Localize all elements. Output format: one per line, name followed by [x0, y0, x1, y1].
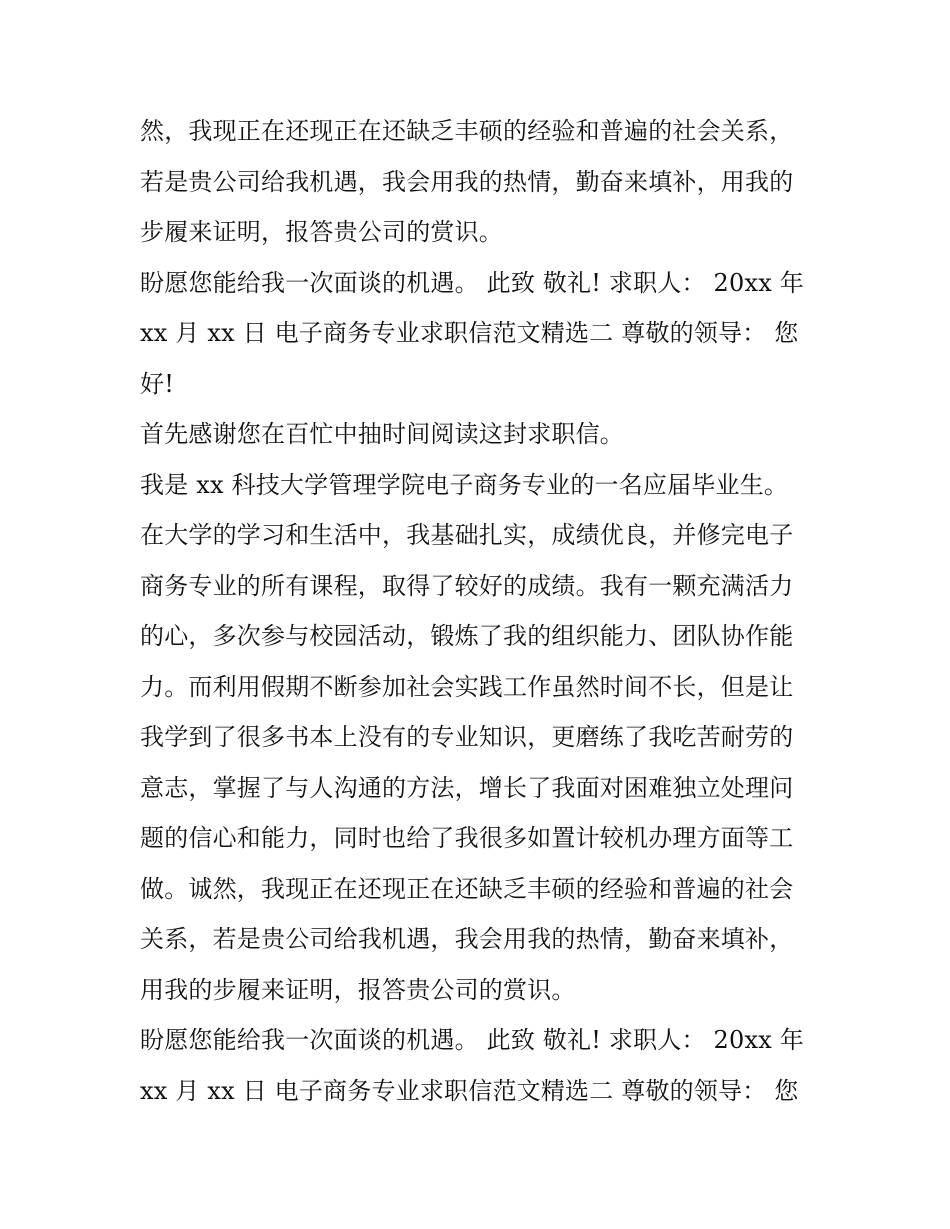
text-line: 题的信心和能力，同时也给了我很多如置计较机办理方面等工: [140, 824, 794, 852]
text-line: 若是贵公司给我机遇，我会用我的热情，勤奋来填补，用我的: [140, 167, 794, 196]
text-line: 盼愿您能给我一次面谈的机遇。 此致 敬礼! 求职人： 20xx 年: [140, 1026, 804, 1054]
text-line: 我学到了很多书本上没有的专业知识，更磨练了我吃苦耐劳的: [140, 723, 794, 751]
text-line: xx 月 xx 日 电子商务专业求职信范文精选二 尊敬的领导： 您: [140, 319, 799, 347]
text-line: 好!: [140, 369, 175, 398]
text-line: 我是 xx 科技大学管理学院电子商务专业的一名应届毕业生。: [140, 470, 789, 499]
text-line: 做。诚然，我现正在还现正在还缺乏丰硕的经验和普遍的社会: [140, 874, 794, 903]
text-line: 步履来证明，报答贵公司的赏识。: [140, 218, 503, 246]
text-line: xx 月 xx 日 电子商务专业求职信范文精选二 尊敬的领导： 您: [140, 1076, 799, 1105]
text-line: 关系，若是贵公司给我机遇，我会用我的热情，勤奋来填补，: [140, 925, 794, 953]
text-line: 盼愿您能给我一次面谈的机遇。 此致 敬礼! 求职人： 20xx 年: [140, 268, 804, 297]
text-line: 商务专业的所有课程，取得了较好的成绩。我有一颗充满活力: [140, 571, 794, 600]
text-line: 首先感谢您在百忙中抽时间阅读这封求职信。: [140, 420, 624, 448]
text-line: 在大学的学习和生活中，我基础扎实，成绩优良，并修完电子: [140, 521, 794, 549]
document-page: [140, 106, 820, 1116]
text-line: 然，我现正在还现正在还缺乏丰硕的经验和普遍的社会关系，: [140, 117, 794, 145]
text-line: 用我的步履来证明，报答贵公司的赏识。: [140, 975, 576, 1004]
text-line: 意志，掌握了与人沟通的方法，增长了我面对困难独立处理问: [140, 773, 794, 802]
text-line: 的心，多次参与校园活动，锻炼了我的组织能力、团队协作能: [140, 622, 794, 650]
text-line: 力。而利用假期不断参加社会实践工作虽然时间不长，但是让: [140, 672, 794, 701]
